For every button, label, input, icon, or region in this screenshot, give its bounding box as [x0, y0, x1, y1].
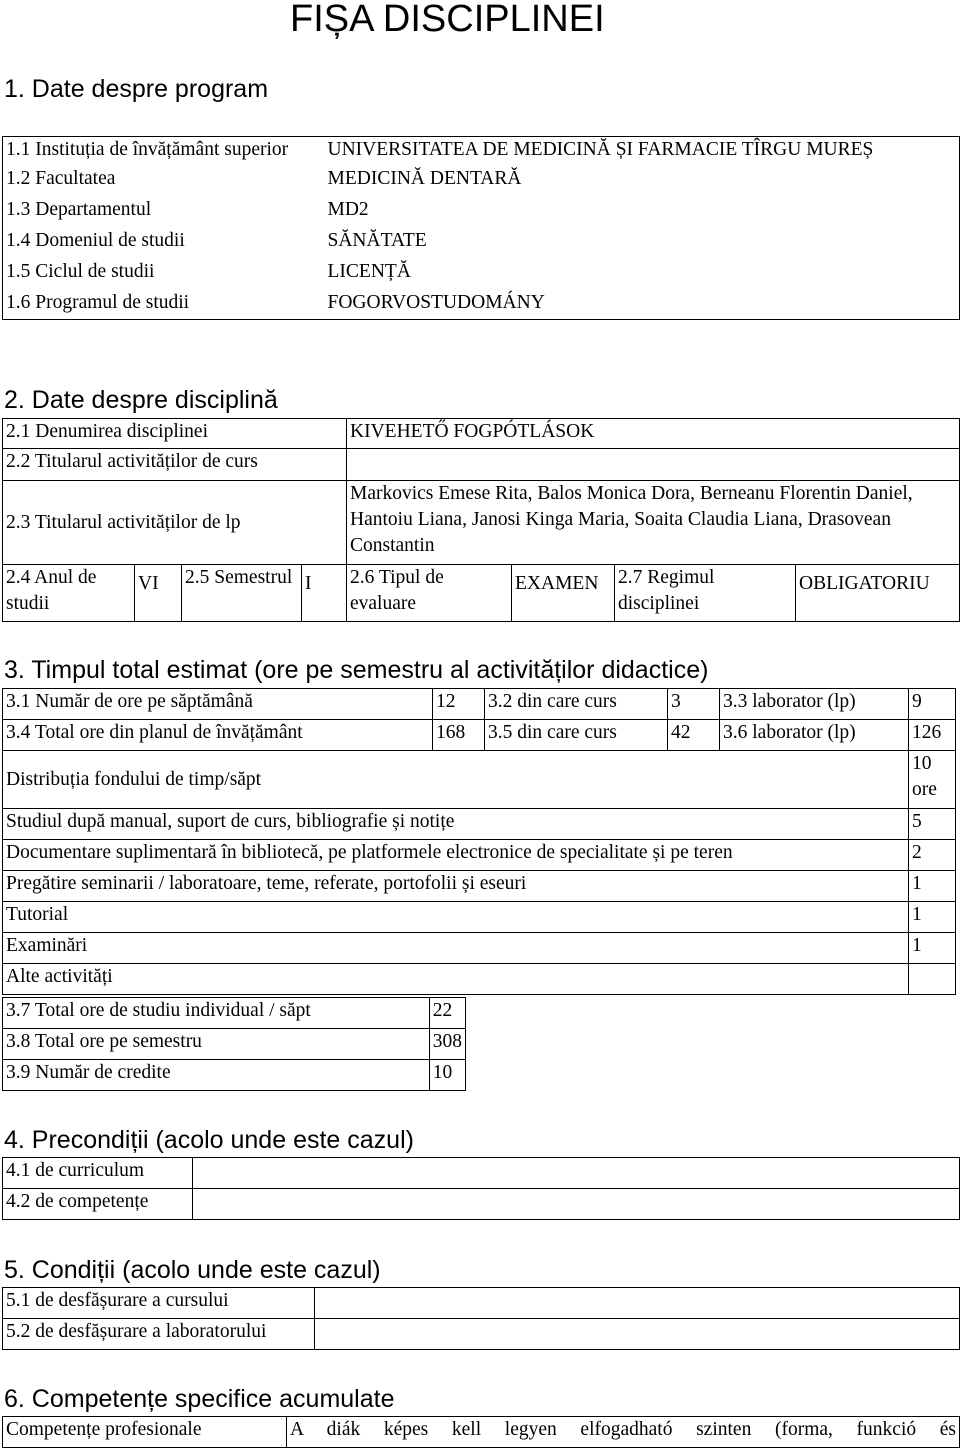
activity-label: Documentare suplimentară în bibliotecă, pe platformele electronice de specialitate și pe teren	[3, 840, 909, 871]
course-holder-label: 2.2 Titularul activităților de curs	[3, 449, 347, 481]
section-6-heading: 6. Competențe specifice acumulate	[4, 1385, 395, 1413]
program-row	[3, 254, 960, 285]
hours-row	[3, 720, 956, 751]
program-label: 1.3 Departamentul	[6, 199, 152, 220]
semester-label: 2.5 Semestrul	[182, 565, 302, 622]
totals-label: 3.7 Total ore de studiu individual / săpt	[3, 998, 430, 1029]
time-distribution-label: Distribuția fondului de timp/săpt	[3, 751, 909, 809]
activity-value: 5	[909, 809, 956, 840]
program-label: 1.2 Facultatea	[6, 168, 116, 189]
total-course-hours-value: 42	[668, 720, 720, 751]
activity-value	[909, 964, 956, 995]
activity-label: Alte activități	[3, 964, 909, 995]
program-row	[3, 285, 960, 320]
activity-label: Pregătire seminarii / laboratoare, teme, referate, portofolii și eseuri	[3, 871, 909, 902]
precondition-label: 4.1 de curriculum	[3, 1158, 193, 1189]
totals-row	[3, 1060, 466, 1091]
activity-row	[3, 840, 956, 871]
evaluation-type-label: 2.6 Tipul de evaluare	[347, 565, 512, 622]
total-lab-hours-value: 126	[909, 720, 956, 751]
program-value: SĂNĂTATE	[327, 230, 427, 251]
activity-label: Tutorial	[3, 902, 909, 933]
total-course-hours-label: 3.5 din care curs	[485, 720, 668, 751]
precondition-value	[193, 1158, 960, 1189]
hours-row	[3, 689, 956, 720]
section-3-heading: 3. Timpul total estimat (ore pe semestru al activităților didactice)	[4, 656, 709, 684]
total-hours-label: 3.4 Total ore din planul de învățământ	[3, 720, 433, 751]
document-title: FIȘA DISCIPLINEI	[290, 0, 605, 40]
activity-value: 1	[909, 902, 956, 933]
total-hours-value: 168	[433, 720, 485, 751]
discipline-row	[3, 419, 960, 449]
lab-holder-value: Markovics Emese Rita, Balos Monica Dora, Berneanu Florentin Daniel, Hantoiu Liana, Janosi Kinga Maria, Soaita Claudia Liana, Drasovean Constantin	[347, 481, 960, 565]
competence-label: Competențe profesionale	[3, 1417, 287, 1448]
activity-row	[3, 964, 956, 995]
precondition-value	[193, 1189, 960, 1220]
program-label: 1.4 Domeniul de studii	[6, 230, 185, 251]
activity-row	[3, 902, 956, 933]
hours-per-week-label: 3.1 Număr de ore pe săptămână	[3, 689, 433, 720]
condition-label: 5.2 de desfășurare a laboratorului	[3, 1319, 315, 1350]
totals-value: 308	[429, 1029, 465, 1060]
discipline-row	[3, 565, 960, 622]
precondition-row	[3, 1189, 960, 1220]
lab-holder-label: 2.3 Titularul activităților de lp	[3, 481, 347, 565]
section-5-heading: 5. Condiții (acolo unde este cazul)	[4, 1256, 381, 1284]
program-label: 1.1 Instituția de învățământ superior	[6, 139, 289, 160]
study-year-label: 2.4 Anul de studii	[3, 565, 135, 622]
discipline-name-label: 2.1 Denumirea disciplinei	[3, 419, 347, 449]
course-hours-label: 3.2 din care curs	[485, 689, 668, 720]
program-value: FOGORVOSTUDOMÁNY	[327, 292, 545, 313]
section-1-heading: 1. Date despre program	[4, 75, 269, 103]
discipline-row	[3, 481, 960, 565]
precondition-row	[3, 1158, 960, 1189]
program-label: 1.5 Ciclul de studii	[6, 261, 155, 282]
discipline-row	[3, 449, 960, 481]
hours-per-week-value: 12	[433, 689, 485, 720]
condition-row	[3, 1319, 960, 1350]
totals-row	[3, 1029, 466, 1060]
activity-label: Examinări	[3, 933, 909, 964]
activity-row	[3, 809, 956, 840]
discipline-regime-label: 2.7 Regimul disciplinei	[615, 565, 796, 622]
program-value: UNIVERSITATEA DE MEDICINĂ ȘI FARMACIE TÎRGU MUREȘ	[327, 139, 874, 160]
program-row	[3, 163, 960, 192]
preconditions-table	[2, 1157, 960, 1220]
totals-row	[3, 998, 466, 1029]
conditions-table	[2, 1287, 960, 1350]
program-label: 1.6 Programul de studii	[6, 292, 190, 313]
program-value: MD2	[327, 199, 369, 220]
totals-label: 3.8 Total ore pe semestru	[3, 1029, 430, 1060]
program-table	[2, 136, 960, 320]
competences-table	[2, 1416, 960, 1448]
lab-hours-value: 9	[909, 689, 956, 720]
discipline-name-value: KIVEHETŐ FOGPÓTLÁSOK	[347, 419, 960, 449]
activity-value: 1	[909, 933, 956, 964]
program-row	[3, 223, 960, 254]
competence-value: A diák képes kell legyen elfogadható szinten (forma, funkció és	[287, 1417, 960, 1448]
activity-row	[3, 871, 956, 902]
evaluation-type-value: EXAMEN	[512, 565, 615, 622]
activity-row	[3, 933, 956, 964]
condition-label: 5.1 de desfășurare a cursului	[3, 1288, 315, 1319]
totals-label: 3.9 Număr de credite	[3, 1060, 430, 1091]
course-hours-value: 3	[668, 689, 720, 720]
hours-table	[2, 688, 956, 995]
discipline-regime-value: OBLIGATORIU	[796, 565, 960, 622]
activity-value: 2	[909, 840, 956, 871]
condition-row	[3, 1288, 960, 1319]
condition-value	[315, 1288, 960, 1319]
totals-table	[2, 997, 466, 1091]
totals-value: 22	[429, 998, 465, 1029]
program-row	[3, 137, 960, 164]
program-value: MEDICINĂ DENTARĂ	[327, 168, 522, 189]
total-lab-hours-label: 3.6 laborator (lp)	[720, 720, 909, 751]
discipline-table	[2, 418, 960, 622]
semester-value: I	[302, 565, 347, 622]
totals-value: 10	[429, 1060, 465, 1091]
hours-row	[3, 751, 956, 809]
competence-row	[3, 1417, 960, 1448]
condition-value	[315, 1319, 960, 1350]
section-4-heading: 4. Precondiții (acolo unde este cazul)	[4, 1126, 414, 1154]
precondition-label: 4.2 de competențe	[3, 1189, 193, 1220]
study-year-value: VI	[135, 565, 182, 622]
activity-value: 1	[909, 871, 956, 902]
lab-hours-label: 3.3 laborator (lp)	[720, 689, 909, 720]
course-holder-value	[347, 449, 960, 481]
activity-label: Studiul după manual, suport de curs, bibliografie și notițe	[3, 809, 909, 840]
section-2-heading: 2. Date despre disciplină	[4, 386, 278, 414]
program-value: LICENȚĂ	[327, 261, 411, 282]
program-row	[3, 192, 960, 223]
time-distribution-value: 10 ore	[909, 751, 956, 809]
